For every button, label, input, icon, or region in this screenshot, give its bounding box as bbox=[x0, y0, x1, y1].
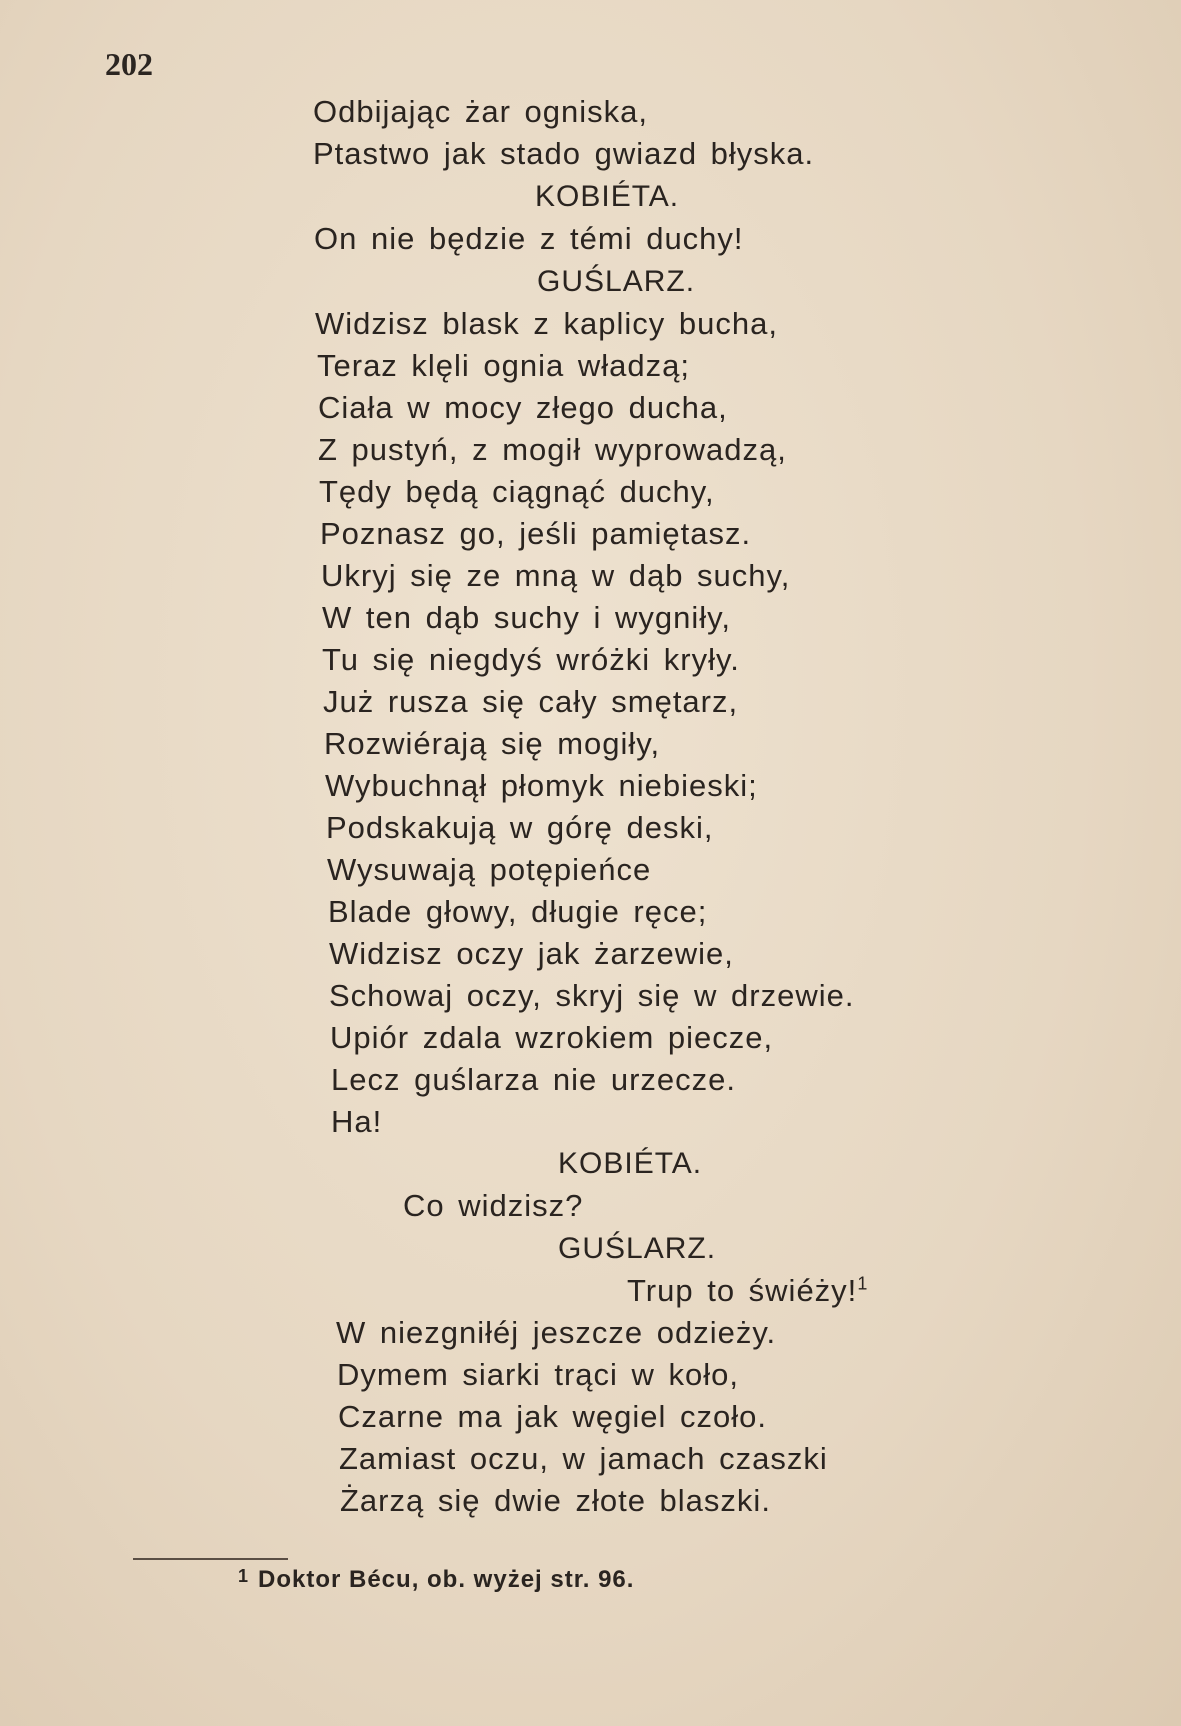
poem-line: Z pustyń, z mogił wyprowadzą, bbox=[318, 432, 787, 467]
footnote-text: Doktor Bécu, ob. wyżej str. 96. bbox=[258, 1566, 635, 1593]
poem-line: Odbijając żar ogniska, bbox=[313, 94, 648, 129]
poem-line: Widzisz oczy jak żarzewie, bbox=[329, 936, 734, 971]
poem-line: Widzisz blask z kaplicy bucha, bbox=[315, 306, 778, 341]
poem-line: Ha! bbox=[331, 1104, 383, 1139]
poem-line: Ptastwo jak stado gwiazd błyska. bbox=[313, 136, 815, 171]
poem-line: Żarzą się dwie złote blaszki. bbox=[340, 1483, 771, 1518]
poem-line: Ciała w mocy złego ducha, bbox=[318, 390, 728, 425]
poem-line: W ten dąb suchy i wygniły, bbox=[322, 600, 731, 635]
poem-line: Wybuchnął płomyk niebieski; bbox=[325, 768, 758, 803]
poem-line: Tu się niegdyś wróżki kryły. bbox=[322, 642, 740, 677]
poem-line: Ukryj się ze mną w dąb suchy, bbox=[321, 558, 791, 593]
poem-line: Wysuwają potępieńce bbox=[327, 852, 652, 887]
poem-line: Rozwiérają się mogiły, bbox=[324, 726, 661, 761]
poem-line: Czarne ma jak węgiel czoło. bbox=[338, 1399, 767, 1434]
speaker-label: KOBIÉTA. bbox=[535, 180, 680, 213]
speaker-label: GUŚLARZ. bbox=[558, 1232, 717, 1265]
poem-line: Upiór zdala wzrokiem piecze, bbox=[330, 1020, 774, 1055]
footnote-reference: 1 bbox=[857, 1273, 869, 1294]
poem-line: Schowaj oczy, skryj się w drzewie. bbox=[329, 978, 855, 1013]
speaker-label: GUŚLARZ. bbox=[537, 265, 696, 298]
poem-line: W niezgniłéj jeszcze odzieży. bbox=[336, 1315, 777, 1350]
footnote-divider bbox=[133, 1558, 288, 1560]
poem-line: Lecz guślarza nie urzecze. bbox=[331, 1062, 737, 1097]
poem-line: Dymem siarki trąci w koło, bbox=[337, 1357, 739, 1392]
footnote-marker: 1 bbox=[238, 1566, 249, 1586]
poem-line: Teraz klęli ognia władzą; bbox=[317, 348, 691, 383]
poem-line: Tędy będą ciągnąć duchy, bbox=[319, 474, 715, 509]
poem-line: Podskakują w górę deski, bbox=[326, 810, 714, 845]
poem-line: Już rusza się cały smętarz, bbox=[323, 684, 739, 719]
speaker-label: KOBIÉTA. bbox=[558, 1147, 703, 1180]
poem-line: Blade głowy, długie ręce; bbox=[328, 894, 708, 929]
page-number: 202 bbox=[105, 46, 153, 82]
poem-line-text: Trup to świéży! bbox=[627, 1273, 858, 1308]
poem-line: On nie będzie z témi duchy! bbox=[314, 221, 744, 256]
poem-line: Zamiast oczu, w jamach czaszki bbox=[339, 1441, 828, 1476]
poem-line: Poznasz go, jeśli pamiętasz. bbox=[320, 516, 752, 551]
poem-line bbox=[627, 1271, 868, 1311]
poem-line: Co widzisz? bbox=[403, 1188, 584, 1223]
